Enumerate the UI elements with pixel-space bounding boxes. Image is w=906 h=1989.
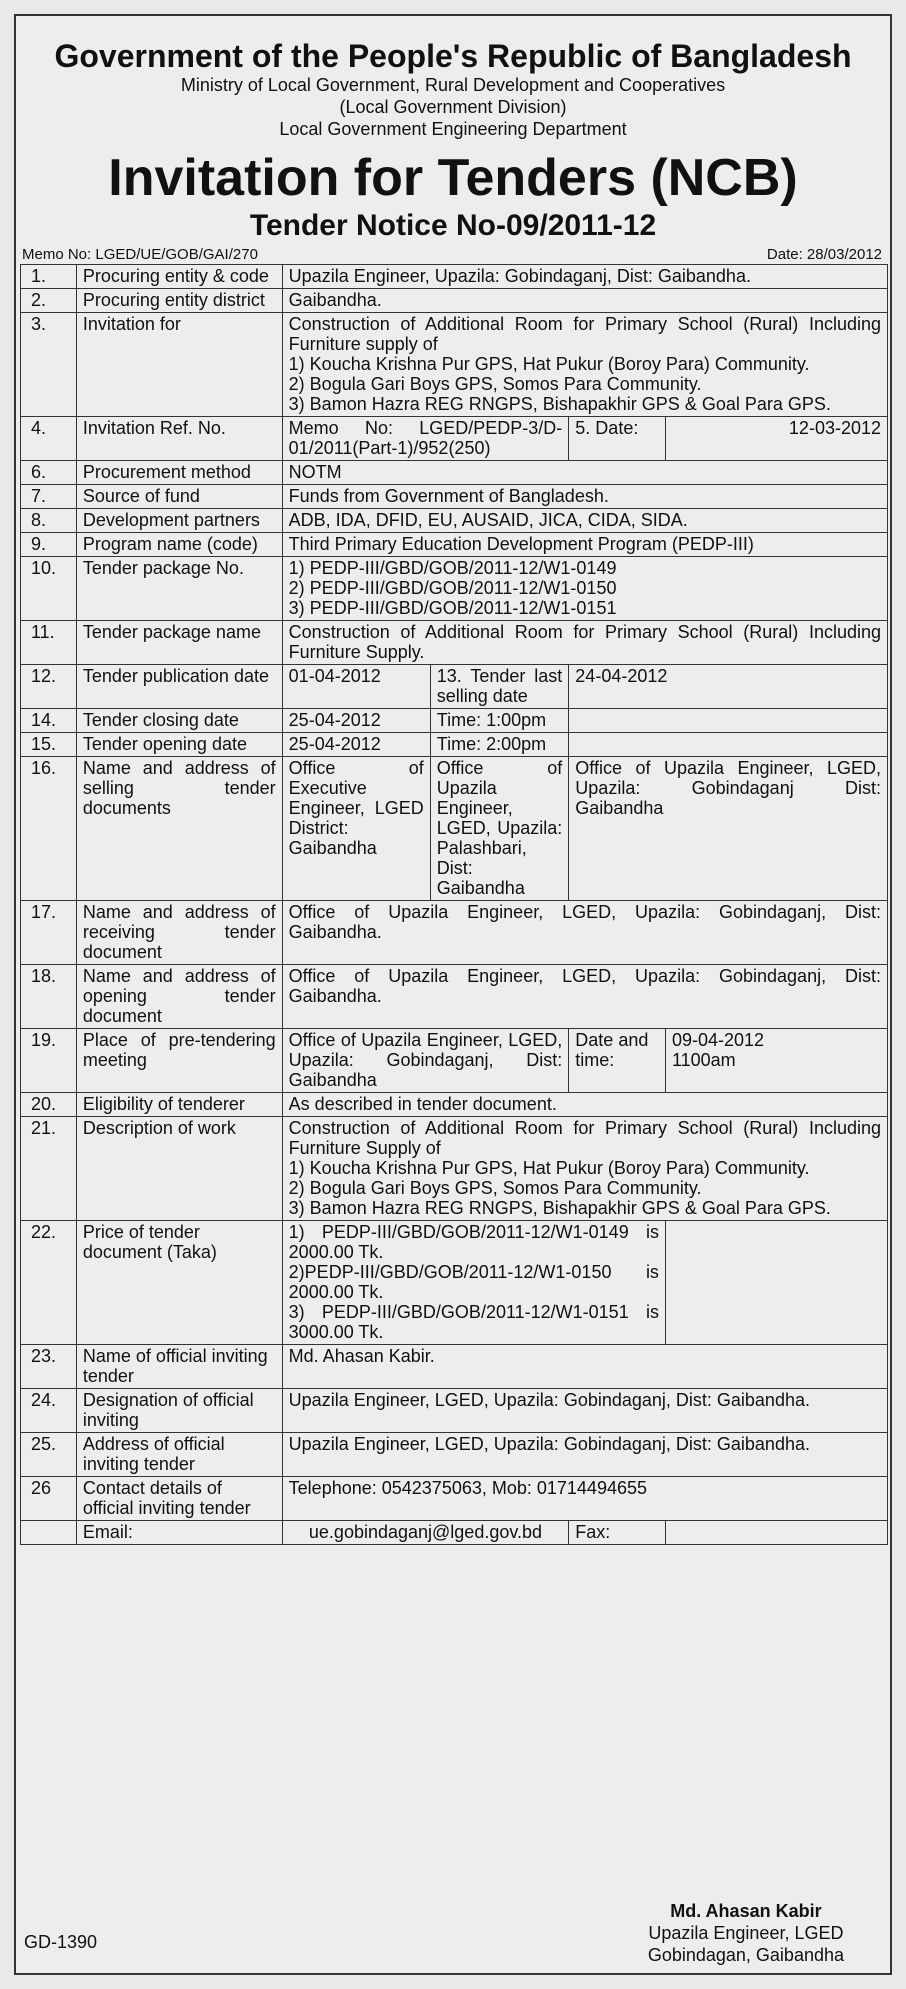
table-row — [21, 1477, 888, 1521]
row-number: 15. — [21, 733, 77, 757]
tender-table — [20, 264, 888, 1545]
selling-office: Office of Upazila Engineer, LGED, Upazila: Palashbari, Dist: Gaibandha — [430, 757, 569, 901]
table-row — [21, 1029, 888, 1093]
package-item: 1) PEDP-III/GBD/GOB/2011-12/W1-0149 — [288, 558, 617, 578]
row-value — [282, 313, 887, 417]
ref-date-value: 12-03-2012 — [665, 417, 887, 461]
work-item: 2) Bogula Gari Boys GPS, Somos Para Community. — [288, 1178, 702, 1198]
row-label: Name and address of receiving tender document — [76, 901, 282, 965]
notice-date: Date: 28/03/2012 — [766, 246, 882, 263]
row-value: ADB, IDA, DFID, EU, AUSAID, JICA, CIDA, SIDA. — [282, 509, 887, 533]
signatory-designation: Upazila Engineer, LGED — [648, 1923, 844, 1943]
price-item: 2)PEDP-III/GBD/GOB/2011-12/W1-0150 is 2000.00 Tk. — [288, 1262, 659, 1302]
page-title: Invitation for Tenders (NCB) — [108, 149, 798, 207]
row-value: NOTM — [282, 461, 887, 485]
table-row — [21, 1117, 888, 1221]
row-value: 01-04-2012 — [282, 665, 430, 709]
row-value: Office of Upazila Engineer, LGED, Upazila: Gobindaganj, Dist: Gaibandha. — [282, 965, 887, 1029]
work-item: 3) Bamon Hazra REG RNGPS, Bishapakhir GPS & Goal Para GPS. — [288, 1198, 831, 1218]
table-row — [21, 461, 888, 485]
row-value: As described in tender document. — [282, 1093, 887, 1117]
row-number: 26 — [21, 1477, 77, 1521]
government-name: Government of the People's Republic of Bangladesh — [54, 38, 852, 74]
row-number: 17. — [21, 901, 77, 965]
row-label: Procuring entity district — [76, 289, 282, 313]
row-label: Name and address of selling tender documents — [76, 757, 282, 901]
row-label: Program name (code) — [76, 533, 282, 557]
row-label: Tender closing date — [76, 709, 282, 733]
row-value: Md. Ahasan Kabir. — [282, 1345, 887, 1389]
selling-date-value: 24-04-2012 — [569, 665, 888, 709]
price-item: 1) PEDP-III/GBD/GOB/2011-12/W1-0149 is 2000.00 Tk. — [288, 1222, 659, 1262]
row-number: 12. — [21, 665, 77, 709]
table-row — [21, 313, 888, 417]
table-row — [21, 709, 888, 733]
invitation-item: 2) Bogula Gari Boys GPS, Somos Para Community. — [288, 374, 702, 394]
memo-number: Memo No: LGED/UE/GOB/GAI/270 — [22, 246, 258, 263]
row-value — [282, 1221, 665, 1345]
table-row — [21, 265, 888, 289]
invitation-item: 3) Bamon Hazra REG RNGPS, Bishapakhir GPS & Goal Para GPS. — [288, 394, 831, 414]
table-row — [21, 757, 888, 901]
meeting-date: 09-04-2012 — [671, 1030, 765, 1050]
table-row — [21, 901, 888, 965]
table-row — [21, 1093, 888, 1117]
ref-date-label: 5. Date: — [569, 417, 666, 461]
signature-block — [648, 1900, 844, 1966]
row-number: 9. — [21, 533, 77, 557]
signatory-name: Md. Ahasan Kabir — [670, 1901, 822, 1921]
row-label: Tender package No. — [76, 557, 282, 621]
division-name: (Local Government Division) — [339, 97, 567, 117]
notice-header — [16, 38, 890, 244]
row-time: Time: 1:00pm — [430, 709, 569, 733]
row-number: 25. — [21, 1433, 77, 1477]
table-row — [21, 557, 888, 621]
work-intro: Construction of Additional Room for Primary School (Rural) Including Furniture Supply of — [288, 1118, 881, 1158]
table-row — [21, 1521, 888, 1545]
table-row — [21, 733, 888, 757]
row-label: Tender publication date — [76, 665, 282, 709]
meeting-datetime — [665, 1029, 887, 1093]
signatory-place: Gobindagan, Gaibandha — [647, 1945, 844, 1965]
row-number: 21. — [21, 1117, 77, 1221]
table-row — [21, 485, 888, 509]
row-number: 1. — [21, 265, 77, 289]
package-item: 2) PEDP-III/GBD/GOB/2011-12/W1-0150 — [288, 578, 617, 598]
row-number: 22. — [21, 1221, 77, 1345]
ministry-name: Ministry of Local Government, Rural Development and Cooperatives — [180, 75, 726, 95]
row-label: Name and address of opening tender document — [76, 965, 282, 1029]
department-name: Local Government Engineering Department — [279, 119, 627, 139]
table-row — [21, 621, 888, 665]
row-value: Third Primary Education Development Program (PEDP-III) — [282, 533, 887, 557]
row-number: 6. — [21, 461, 77, 485]
invitation-item: 1) Koucha Krishna Pur GPS, Hat Pukur (Boroy Para) Community. — [288, 354, 810, 374]
notice-footer — [16, 1896, 890, 1974]
row-value — [282, 1117, 887, 1221]
row-label: Price of tender document (Taka) — [76, 1221, 282, 1345]
row-label: Designation of official inviting — [76, 1389, 282, 1433]
row-number: 3. — [21, 313, 77, 417]
fax-label: Fax: — [569, 1521, 666, 1545]
row-label: Name of official inviting tender — [76, 1345, 282, 1389]
row-value: Construction of Additional Room for Primary School (Rural) Including Furniture Supply. — [282, 621, 887, 665]
row-number: 11. — [21, 621, 77, 665]
row-value — [282, 557, 887, 621]
table-row — [21, 1389, 888, 1433]
selling-office: Office of Upazila Engineer, LGED, Upazila: Gobindaganj Dist: Gaibandha — [569, 757, 888, 901]
row-label: Invitation Ref. No. — [76, 417, 282, 461]
row-value: 25-04-2012 — [282, 733, 430, 757]
table-row — [21, 417, 888, 461]
row-number: 23. — [21, 1345, 77, 1389]
table-row — [21, 1433, 888, 1477]
row-value: Memo No: LGED/PEDP-3/D-01/2011(Part-1)/952(250) — [282, 417, 569, 461]
row-value: Telephone: 0542375063, Mob: 01714494655 — [282, 1477, 887, 1521]
row-number: 4. — [21, 417, 77, 461]
tender-notice-page — [14, 14, 892, 1975]
row-label: Tender opening date — [76, 733, 282, 757]
row-label: Description of work — [76, 1117, 282, 1221]
table-row — [21, 1221, 888, 1345]
row-label: Address of official inviting tender — [76, 1433, 282, 1477]
work-item: 1) Koucha Krishna Pur GPS, Hat Pukur (Boroy Para) Community. — [288, 1158, 810, 1178]
row-value: Office of Upazila Engineer, LGED, Upazila: Gobindaganj, Dist: Gaibandha — [282, 1029, 569, 1093]
memo-line — [16, 244, 890, 264]
meeting-time: 1100am — [671, 1050, 736, 1070]
invitation-intro: Construction of Additional Room for Primary School (Rural) Including Furniture supply of — [288, 314, 881, 354]
selling-office: Office of Executive Engineer, LGED District: Gaibandha — [282, 757, 430, 901]
table-row — [21, 289, 888, 313]
row-label: Contact details of official inviting tender — [76, 1477, 282, 1521]
row-label: Place of pre-tendering meeting — [76, 1029, 282, 1093]
row-number: 19. — [21, 1029, 77, 1093]
table-row — [21, 533, 888, 557]
row-value: Upazila Engineer, LGED, Upazila: Gobindaganj, Dist: Gaibandha. — [282, 1389, 887, 1433]
price-item: 3) PEDP-III/GBD/GOB/2011-12/W1-0151 is 3000.00 Tk. — [288, 1302, 659, 1342]
selling-date-label: 13. Tender last selling date — [430, 665, 569, 709]
row-number: 16. — [21, 757, 77, 901]
table-row — [21, 509, 888, 533]
table-row — [21, 665, 888, 709]
email-value: ue.gobindaganj@lged.gov.bd — [282, 1521, 569, 1545]
row-value: Upazila Engineer, Upazila: Gobindaganj, Dist: Gaibandha. — [282, 265, 887, 289]
row-label: Procurement method — [76, 461, 282, 485]
row-label: Source of fund — [76, 485, 282, 509]
row-number: 10. — [21, 557, 77, 621]
row-number: 8. — [21, 509, 77, 533]
row-label: Development partners — [76, 509, 282, 533]
row-value: Gaibandha. — [282, 289, 887, 313]
row-label: Invitation for — [76, 313, 282, 417]
meeting-date-label: Date and time: — [569, 1029, 666, 1093]
row-value: Upazila Engineer, LGED, Upazila: Gobindaganj, Dist: Gaibandha. — [282, 1433, 887, 1477]
row-value: Funds from Government of Bangladesh. — [282, 485, 887, 509]
row-number: 24. — [21, 1389, 77, 1433]
row-number: 2. — [21, 289, 77, 313]
row-number: 7. — [21, 485, 77, 509]
email-label: Email: — [76, 1521, 282, 1545]
row-label: Tender package name — [76, 621, 282, 665]
row-value: Office of Upazila Engineer, LGED, Upazila: Gobindaganj, Dist: Gaibandha. — [282, 901, 887, 965]
row-number: 14. — [21, 709, 77, 733]
row-label: Procuring entity & code — [76, 265, 282, 289]
table-row — [21, 1345, 888, 1389]
row-number: 18. — [21, 965, 77, 1029]
row-time: Time: 2:00pm — [430, 733, 569, 757]
package-item: 3) PEDP-III/GBD/GOB/2011-12/W1-0151 — [288, 598, 617, 618]
table-row — [21, 965, 888, 1029]
row-number: 20. — [21, 1093, 77, 1117]
row-label: Eligibility of tenderer — [76, 1093, 282, 1117]
gd-code: GD-1390 — [24, 1932, 98, 1952]
notice-number: Tender Notice No-09/2011-12 — [249, 209, 657, 242]
row-value: 25-04-2012 — [282, 709, 430, 733]
